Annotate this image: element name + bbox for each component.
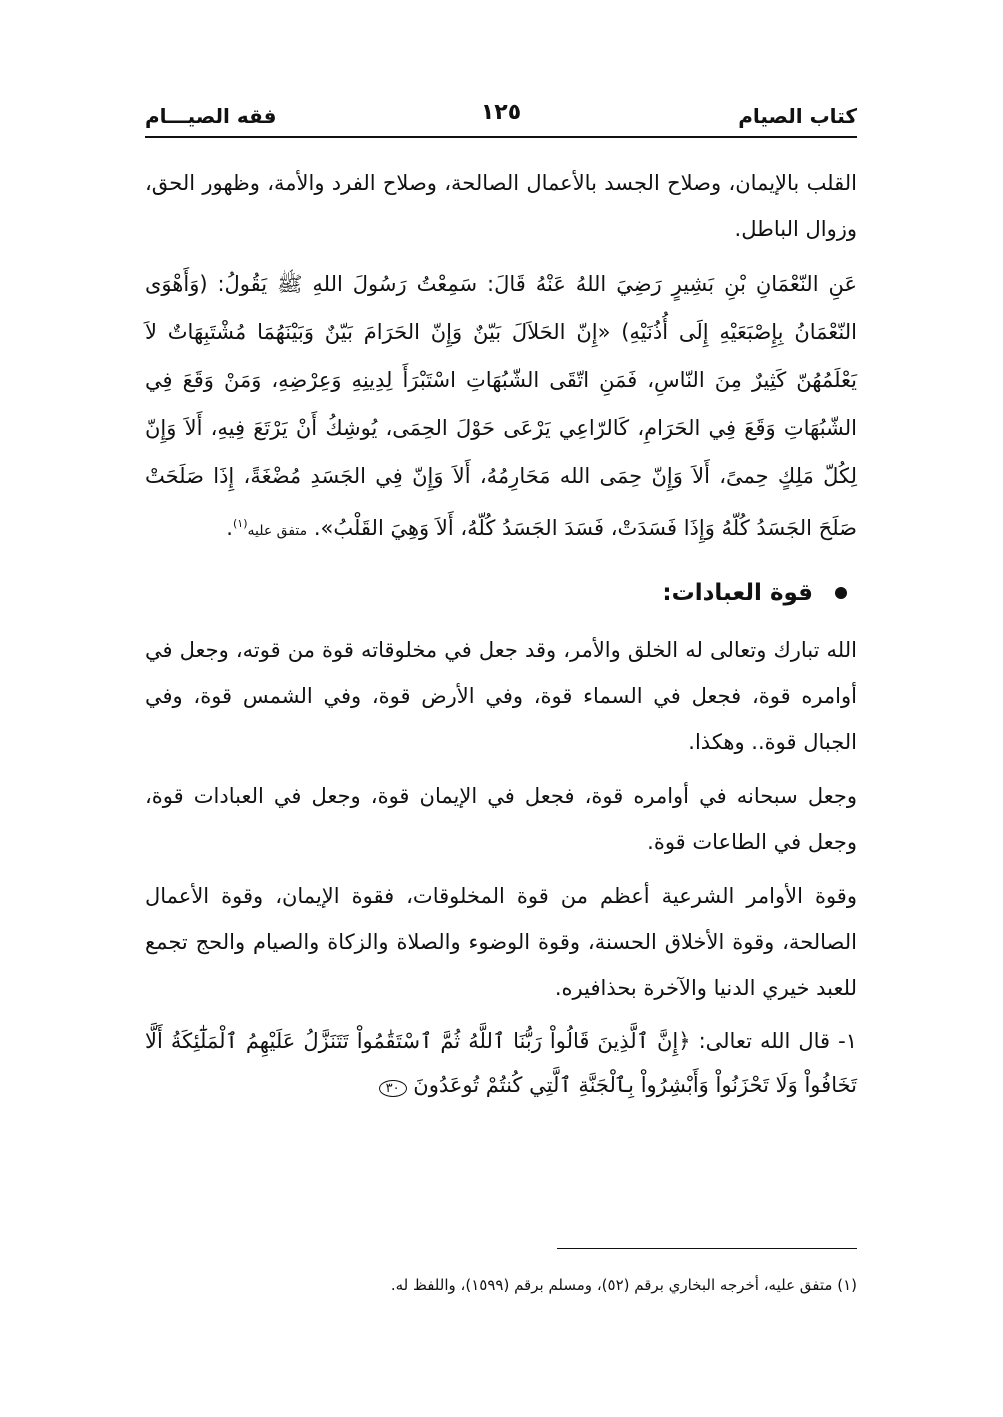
- hadith-text: عَنِ النّعْمَانِ بْنِ بَشِيرٍ رَضِيَ اللهُ عَنْهُ قَالَ: سَمِعْتُ رَسُولَ اللهِ ﷺ يَقُولُ: (وَأَهْوَى النّعْمَانُ بِإِصْبَعَيْهِ إِلَى أُذُنَيْهِ) «إِنّ الحَلاَلَ بَيّنٌ وَإِنّ الحَرَامَ بَيّنٌ وَبَيْنَهُمَا مُشْتَبِهَاتٌ لاَ يَعْلَمُهُنّ كَثِيرٌ مِنَ النّاسِ، فَمَنِ اتّقَى الشّبُهَاتِ اسْتَبْرَأَ لِدِينِهِ وَعِرْضِهِ، وَمَنْ وَقَعَ فِي الشّبُهَاتِ وَقَعَ فِي الحَرَامِ، كَالرّاعِي يَرْعَى حَوْلَ الحِمَى، يُوشِكُ أَنْ يَرْتَعَ فِيهِ، أَلاَ وَإِنّ لِكُلّ مَلِكٍ حِمىً، أَلاَ وَإِنّ حِمَى الله مَحَارِمُهُ، أَلاَ وَإِنّ فِي الجَسَدِ مُضْغَةً، إِذَا صَلَحَتْ صَلَحَ الجَسَدُ كُلّهُ وَإِذَا فَسَدَتْ، فَسَدَ الجَسَدُ كُلّهُ، أَلاَ وَهِيَ القَلْبُ».: [145, 272, 857, 540]
- quran-verse-item: [145, 1019, 857, 1111]
- hadith-source: متفق عليه: [247, 523, 308, 539]
- paragraph-creation-strength: الله تبارك وتعالى له الخلق والأمر، وقد جعل في مخلوقاته قوة من قوته، وجعل في أوامره قوة، فجعل في السماء قوة، وفي الأرض قوة، وفي الشمس قوة، وفي الجبال قوة.. وهكذا.: [145, 638, 857, 754]
- bullet-icon: [835, 587, 847, 599]
- section-heading: [145, 567, 857, 619]
- header-book-title: كتاب الصيام: [738, 104, 857, 128]
- verse-end-marker: ٣٠: [379, 1080, 407, 1097]
- hadith-paragraph: عَنِ النّعْمَانِ بْنِ بَشِيرٍ رَضِيَ اللهُ عَنْهُ قَالَ: سَمِعْتُ رَسُولَ اللهِ ﷺ يَقُولُ: (وَأَهْوَى النّعْمَانُ بِإِصْبَعَيْهِ إِلَى أُذُنَيْهِ) «إِنّ الحَلاَلَ بَيّنٌ وَإِنّ الحَرَامَ بَيّنٌ وَبَيْنَهُمَا مُشْتَبِهَاتٌ لاَ يَعْلَمُهُنّ كَثِيرٌ مِنَ النّاسِ، فَمَنِ اتّقَى الشّبُهَاتِ اسْتَبْرَأَ لِدِينِهِ وَعِرْضِهِ، وَمَنْ وَقَعَ فِي الشّبُهَاتِ وَقَعَ فِي الحَرَامِ، كَالرّاعِي يَرْعَى حَوْلَ الحِمَى، يُوشِكُ أَنْ يَرْتَعَ فِيهِ، أَلاَ وَإِنّ لِكُلّ مَلِكٍ حِمىً، أَلاَ وَإِنّ حِمَى الله مَحَارِمُهُ، أَلاَ وَإِنّ فِي الجَسَدِ مُضْغَةً، إِذَا صَلَحَتْ صَلَحَ الجَسَدُ كُلّهُ وَإِذَا فَسَدَتْ، فَسَدَ الجَسَدُ كُلّهُ، أَلاَ وَهِيَ القَلْبُ». متفق عليه$^{(١)}$.: [145, 272, 857, 540]
- paragraph-intro: القلب بالإيمان، وصلاح الجسد بالأعمال الصالحة، وصلاح الفرد والأمة، وظهور الحق، وزوال الباطل.: [145, 171, 857, 241]
- page-number: ١٢٥: [480, 100, 522, 125]
- footnote: (١) متفق عليه، أخرجه البخاري برقم (٥٢)، ومسلم برقم (١٥٩٩)، واللفظ له.: [390, 1276, 857, 1294]
- paragraph-sharia-strength: وقوة الأوامر الشرعية أعظم من قوة المخلوقات، فقوة الإيمان، وقوة الأعمال الصالحة، وقوة الأخلاق الحسنة، وقوة الوضوء والصلاة والزكاة والصيام والحج تجمع للعبد خيري الدنيا والآخرة بحذافيره.: [145, 884, 857, 1000]
- section-title: قوة العبادات:: [662, 580, 813, 606]
- verse-text: ﴿إِنَّ ٱلَّذِينَ قَالُواْ رَبُّنَا ٱللَّهُ ثُمَّ ٱسْتَقَٰمُواْ تَتَنَزَّلُ عَلَيْهِمُ ٱلْمَلَٰٓئِكَةُ أَلَّا تَخَافُواْ وَلَا تَحْزَنُواْ وَأَبْشِرُواْ بِٱلْجَنَّةِ ٱلَّتِي كُنتُمْ تُوعَدُونَ: [145, 1029, 857, 1097]
- footnote-divider: [557, 1248, 857, 1249]
- page-header: [145, 100, 857, 134]
- verse-intro: قال الله تعالى:: [698, 1029, 831, 1053]
- header-divider: [145, 136, 857, 138]
- paragraph-commands-strength: وجعل سبحانه في أوامره قوة، فجعل في الإيمان قوة، وجعل في العبادات قوة، وجعل في الطاعات قوة.: [145, 784, 857, 854]
- verse-item-number: ١-: [838, 1029, 857, 1053]
- header-chapter-title: فقه الصيـــام: [145, 104, 277, 128]
- footnote-reference: (١): [232, 517, 248, 530]
- page-body: [145, 160, 857, 1111]
